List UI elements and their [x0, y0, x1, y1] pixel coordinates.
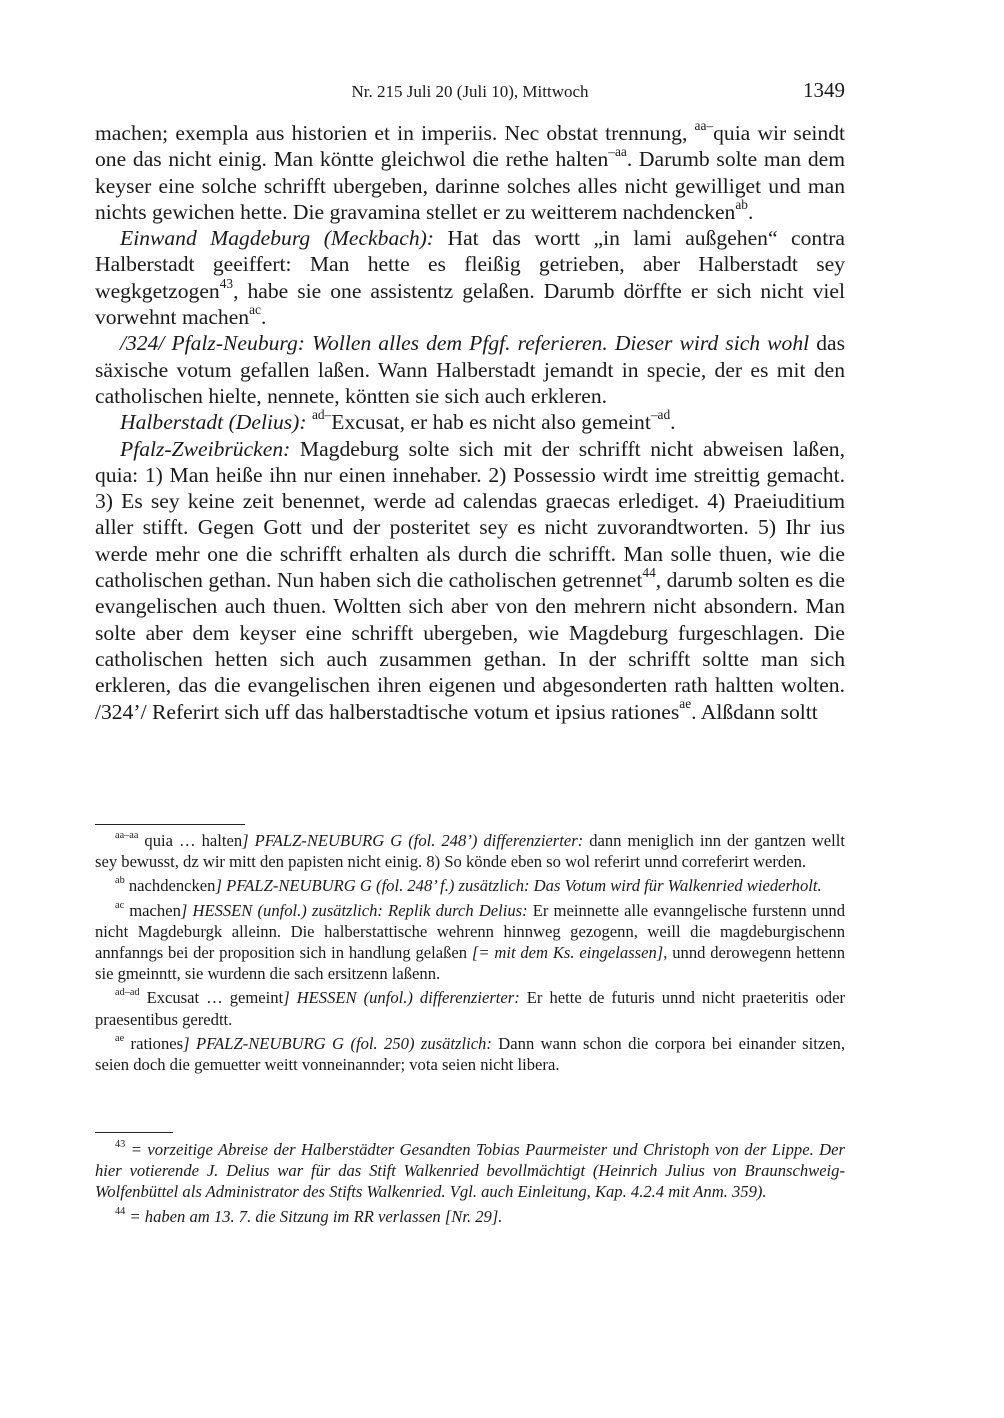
note-source: ] HESSEN (unfol.) zusätzlich: Replik durch Delius:: [180, 900, 528, 920]
note-sigil: ad–ad: [115, 987, 140, 999]
paragraph: [95, 225, 845, 330]
apparatus-note: [95, 830, 845, 872]
text-run: .: [747, 199, 754, 224]
footnote-text: = vorzeitige Abreise der Halberstädter Gesandten Tobias Paurmeister und Christoph von der Lippe. Der hier votierende J. Delius war für das Stift Walkenried bevollmächtigt (Heinrich Julius von Braunschweig-Wolfenbüttel als Administrator des Stifts Walkenried. Vgl. auch Einleitung, Kap. 4.2.4 mit Anm. 359).: [95, 1140, 845, 1202]
apparatus-marker: –aa: [608, 144, 627, 160]
text-run: Excusat, er hab es nicht also gemeint: [331, 410, 651, 435]
page-number: 1349: [803, 78, 845, 102]
critical-apparatus: [95, 824, 845, 1078]
note-lemma: Excusat … gemeint: [139, 988, 284, 1008]
text-run: , habe sie one assistentz gelaßen. Darumb dörffte er sich nicht viel vorwehnt machen: [95, 278, 845, 330]
running-head: Nr. 215 Juli 20 (Juli 10), Mittwoch: [351, 82, 589, 101]
note-source: ] HESSEN (unfol.) differenzierter:: [283, 988, 520, 1008]
main-text: [95, 117, 846, 725]
apparatus-note: [95, 875, 845, 896]
text-run: , darumb solten es die evangelischen auch thuen. Woltten sich aber von den mehrern nicht absondern. Man solte aber dem keyser eine schrifft ubergeben, wie Magdeburg furgeschlagen. Die catholischen hetten sich auch zusammen gethan. In der schrifft soltte man sich erkleren, das die evangelischen ihren eigenen und abgesonderten rath haltten wolten. /324’/ Referirt sich uff das halberstadtische votum et ipsius rationes: [95, 568, 845, 724]
page-header: [95, 78, 845, 108]
apparatus-marker: aa–: [694, 117, 714, 133]
paragraph: [95, 409, 845, 435]
text-run: . Alßdann soltt: [691, 699, 818, 724]
note-editorial: [= mit dem Ks. eingelassen]: [471, 943, 664, 963]
footnote-text: = haben am 13. 7. die Sitzung im RR verlassen [Nr. 29].: [125, 1206, 503, 1226]
speaker-label: /324/ Pfalz-Neuburg: Wollen alles dem Pfgf. referieren. Dieser wird sich wohl: [120, 331, 810, 356]
note-text: Dann wann schon die corpora bei einander sitzen, seien doch die gemuetter weitt vonneinannder; vota seien nicht libera.: [95, 1033, 845, 1075]
text-run: das säxische votum gefallen laßen. Wann Halberstadt jemandt in specie, der es mit den catholischen hielte, nennete, köntten sie sich auch erkleren.: [95, 331, 845, 408]
footnote-marker: 44: [642, 564, 656, 580]
note-text: Er hette de futuris unnd nicht praeteritis oder praesentibus geredtt.: [95, 988, 845, 1029]
note-source: ] PFALZ-NEUBURG G (fol. 248’ f.) zusätzlich: Das Votum wird für Walkenried wiederholt.: [215, 876, 822, 896]
footnote: [95, 1206, 845, 1227]
apparatus-marker: ab: [735, 196, 748, 212]
note-lemma: quia … halten: [138, 831, 243, 850]
note-source: ] PFALZ-NEUBURG G (fol. 248’) differenzierter:: [242, 831, 584, 850]
paragraph: [95, 330, 845, 409]
text-run: . Darumb solte man dem keyser eine solche schrifft ubergeben, darinne solches alles nicht gewilliget und man nichts gewichen hette. Die gravamina stellet er zu weitterem nachdencken: [95, 147, 846, 224]
note-lemma: machen: [124, 900, 181, 920]
note-text: , unnd derowegenn hettenn sie gmeinntt, sie wurdenn die sach ersitzenn laßenn.: [95, 943, 845, 984]
note-sigil: ac: [115, 899, 125, 911]
text-run: machen; exempla aus historien et in imperiis. Nec obstat trennung,: [95, 121, 695, 145]
apparatus-marker: ae: [679, 696, 692, 712]
text-run: .: [670, 410, 676, 435]
note-text: Er meinnette alle evanngelische furstenn unnd nicht Magdeburgk alleinn. Die halberstattische wehrenn hinnweg gezogenn, weill die magdeburgischenn annfanngs bei der proposition sich in handlung gelaßen: [95, 900, 845, 963]
speaker-label: Pfalz-Zweibrücken:: [120, 436, 291, 461]
text-run: .: [260, 305, 267, 330]
apparatus-marker: ad–: [311, 407, 332, 423]
note-text: dann meniglich inn der gantzen wellt sey bewusst, dz wir mitt den papisten nicht einig. 8) So könde eben so wol referirt unnd correferirt werden.: [95, 831, 845, 872]
note-lemma: rationes: [124, 1033, 184, 1053]
apparatus-rule: [95, 824, 245, 825]
paragraph: [95, 117, 846, 225]
text-run: Hat das wortt „in lami außgehen“ contra Halberstadt geeiffert: Man hette es fleißig getrieben, aber Halberstadt sey wegkgetzogen: [95, 226, 845, 303]
note-sigil: ab: [115, 875, 125, 887]
note-source: ] PFALZ-NEUBURG G (fol. 250) zusätzlich:: [183, 1033, 492, 1053]
paragraph: [95, 436, 845, 725]
footnote-number: 44: [115, 1205, 126, 1217]
apparatus-note: [95, 987, 845, 1029]
note-sigil: aa–aa: [115, 829, 139, 841]
apparatus-marker: ac: [249, 301, 261, 317]
footnotes: [95, 1132, 845, 1230]
footnote-rule: [95, 1132, 173, 1133]
note-sigil: ae: [115, 1032, 125, 1044]
apparatus-notes: [95, 830, 845, 1075]
footnote-number: 43: [115, 1138, 126, 1150]
speaker-label: Halberstadt (Delius):: [120, 410, 307, 435]
footnote-marker: 43: [219, 275, 234, 291]
apparatus-note: [95, 1033, 845, 1075]
speaker-label: Einwand Magdeburg (Meckbach):: [120, 226, 434, 251]
text-run: quia wir seindt one das nicht einig. Man köntte gleichwol die rethe halten: [95, 121, 846, 172]
text-run: Magdeburg solte sich mit der schrifft nicht abweisen laßen, quia: 1) Man heiße ihn nur einen innehaber. 2) Possessio wirdt ime streittig gemacht. 3) Es sey keine zeit benennet, werde ad calendas graecas erlediget. 4) Praeiuditium aller stifft. Gegen Gott und der posteritet sey es nicht zuvorandtworten. 5) Ihr ius werde mehr one die schrifft erhalten als durch die schrifft. Man solle thuen, wie die catholischen gethan. Nun haben sich die catholischen getrennet: [95, 436, 845, 593]
note-lemma: nachdencken: [124, 876, 216, 896]
footnote-list: [95, 1139, 845, 1227]
apparatus-note: [95, 900, 845, 985]
footnote: [95, 1139, 845, 1203]
apparatus-marker: –ad: [650, 407, 671, 423]
